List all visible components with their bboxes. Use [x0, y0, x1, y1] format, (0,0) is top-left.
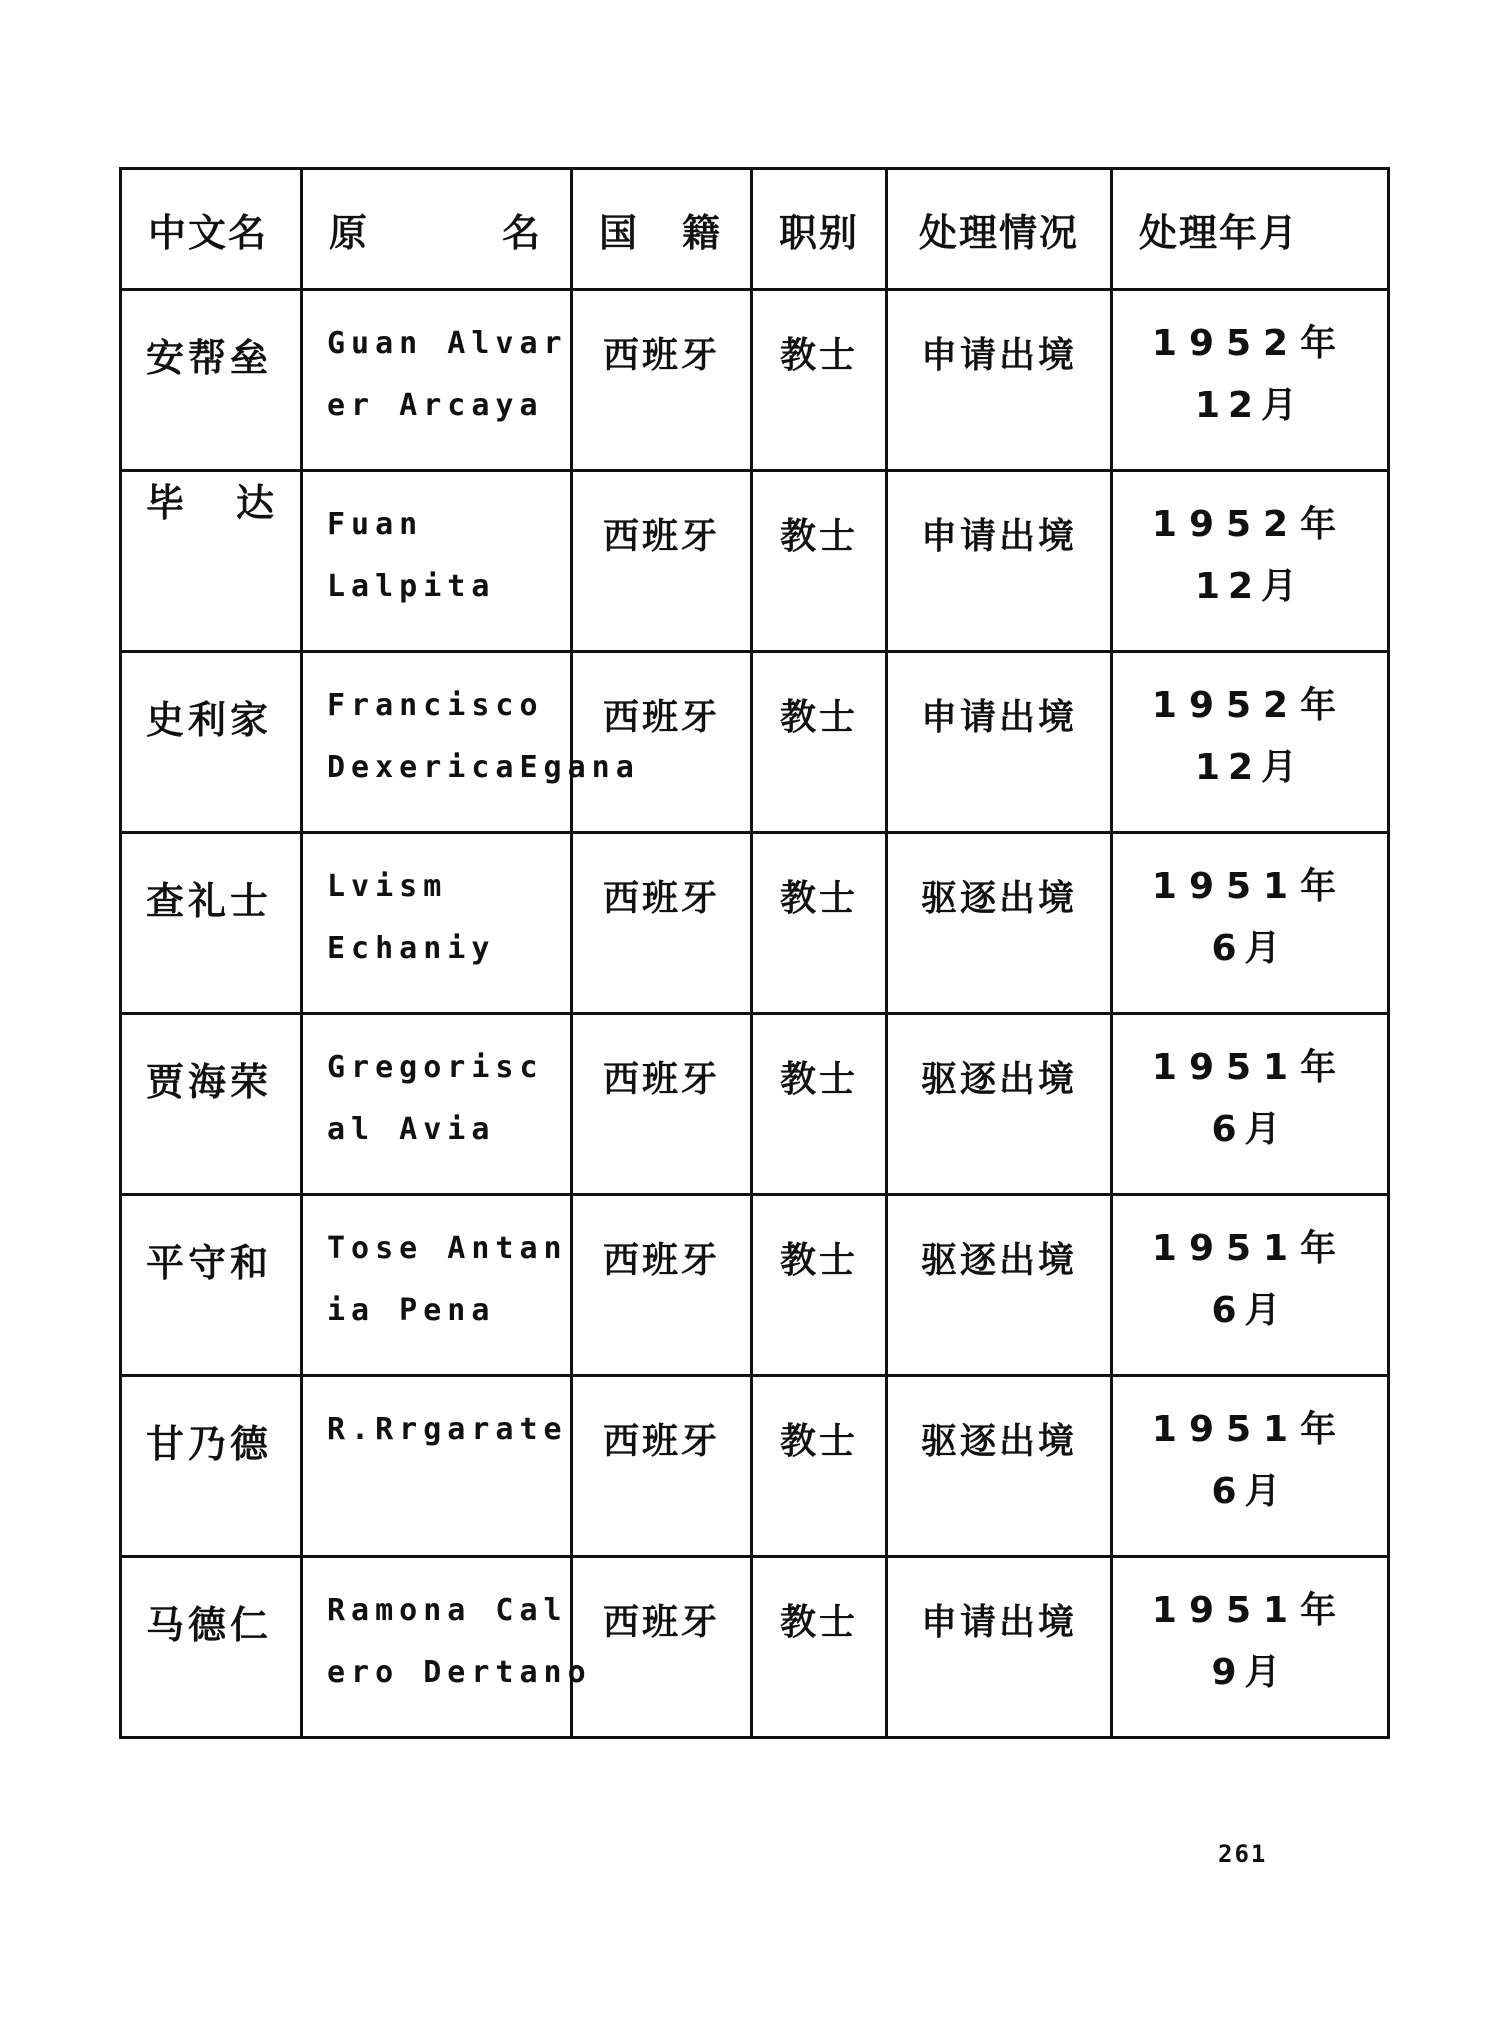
header-nationality: [572, 169, 752, 290]
orig-name-line2: Echaniy: [327, 931, 496, 966]
date-month: 12月: [1194, 385, 1306, 426]
orig-name-line2: er Arcaya: [327, 388, 544, 423]
date-year: 1951年: [1151, 1047, 1349, 1088]
cn-name: 贾海荣: [146, 1060, 273, 1104]
date-year: 1951年: [1151, 866, 1349, 907]
table-row: [121, 652, 1389, 833]
orig-name-cell: [302, 833, 572, 1014]
table-row: [121, 1557, 1389, 1738]
table-row: [121, 1195, 1389, 1376]
position: 教士: [779, 1059, 858, 1100]
orig-name-cell: [302, 290, 572, 471]
handling-cell: [887, 1376, 1112, 1557]
table-header-row: [121, 169, 1389, 290]
nationality-cell: [572, 1195, 752, 1376]
date-month: 6月: [1211, 928, 1289, 969]
header-nationality-left: 国: [599, 210, 640, 255]
date-month: 6月: [1211, 1290, 1289, 1331]
handling-cell: [887, 290, 1112, 471]
orig-name-cell: [302, 1195, 572, 1376]
nationality-cell: [572, 1014, 752, 1195]
orig-name-line2: ero Dertano: [327, 1655, 592, 1690]
date-cell: [1112, 290, 1389, 471]
orig-name-line1: Gregorisc: [327, 1050, 544, 1085]
date-cell: [1112, 833, 1389, 1014]
position: 教士: [779, 1602, 858, 1643]
nationality-cell: [572, 1557, 752, 1738]
nationality: 西班牙: [602, 516, 720, 557]
handling: 驱逐出境: [920, 878, 1077, 919]
handling-cell: [887, 652, 1112, 833]
position: 教士: [779, 516, 858, 557]
header-nationality-right: 籍: [681, 210, 722, 255]
orig-name-line1: Guan Alvar: [327, 326, 568, 361]
table-row: [121, 1014, 1389, 1195]
header-position-label: 职别: [778, 210, 859, 255]
orig-name-line2: DexericaEgana: [327, 750, 640, 785]
nationality-cell: [572, 652, 752, 833]
cn-name: 马德仁: [146, 1603, 273, 1647]
position-cell: [752, 1557, 887, 1738]
position-cell: [752, 1014, 887, 1195]
handling: 申请出境: [920, 1602, 1077, 1643]
orig-name-cell: [302, 1557, 592, 1738]
date-month: 12月: [1194, 747, 1306, 788]
date-year: 1951年: [1151, 1228, 1349, 1269]
nationality-cell: [572, 471, 752, 652]
position-cell: [752, 652, 887, 833]
table-row: [121, 290, 1389, 471]
orig-name-line2: Lalpita: [327, 569, 496, 604]
cn-name-cell: [121, 652, 302, 833]
nationality-cell: [572, 833, 752, 1014]
handling-cell: [887, 1195, 1112, 1376]
date-year: 1952年: [1151, 685, 1349, 726]
orig-name-line1: R.Rrgarate: [327, 1412, 568, 1447]
nationality: 西班牙: [602, 335, 720, 376]
position: 教士: [779, 1421, 858, 1462]
position: 教士: [779, 878, 858, 919]
nationality: 西班牙: [602, 1059, 720, 1100]
orig-name-line2: al Avia: [327, 1112, 496, 1147]
orig-name-cell: [302, 1014, 572, 1195]
table-row: [121, 471, 1389, 652]
cn-name-cell: [121, 290, 302, 471]
position-cell: [752, 290, 887, 471]
handling-cell: [887, 1014, 1112, 1195]
orig-name-line1: Lvism: [327, 869, 448, 904]
table-row: [121, 1376, 1389, 1557]
table-row: [121, 833, 1389, 1014]
position: 教士: [779, 335, 858, 376]
date-year: 1952年: [1151, 504, 1349, 545]
date-month: 9月: [1211, 1652, 1289, 1693]
cn-name: 甘乃德: [146, 1422, 273, 1466]
nationality: 西班牙: [602, 1602, 720, 1643]
date-month: 6月: [1211, 1471, 1289, 1512]
date-cell: [1112, 1014, 1389, 1195]
header-date: [1112, 169, 1389, 290]
nationality: 西班牙: [602, 1240, 720, 1281]
cn-name-cell: [121, 1014, 302, 1195]
date-year: 1951年: [1151, 1409, 1349, 1450]
orig-name-cell: [302, 1376, 572, 1557]
position-cell: [752, 1195, 887, 1376]
cn-name: 查礼士: [146, 879, 273, 923]
cn-name-cell: [121, 1376, 302, 1557]
cn-name: 平守和: [146, 1241, 273, 1285]
date-cell: [1112, 1557, 1389, 1738]
header-cn-name-label: 中文名: [148, 210, 269, 255]
handling: 驱逐出境: [920, 1240, 1077, 1281]
date-cell: [1112, 1195, 1389, 1376]
nationality: 西班牙: [602, 697, 720, 738]
header-handling: [887, 169, 1112, 290]
header-orig-name-right: 名: [501, 210, 542, 255]
orig-name-line1: Fuan: [327, 507, 424, 542]
date-cell: [1112, 471, 1389, 652]
date-cell: [1112, 652, 1389, 833]
header-handling-label: 处理情况: [918, 210, 1079, 255]
handling: 申请出境: [920, 697, 1077, 738]
nationality-cell: [572, 1376, 752, 1557]
cn-name-left: 毕: [146, 481, 189, 525]
nationality: 西班牙: [602, 878, 720, 919]
orig-name-line1: Francisco: [327, 688, 544, 723]
date-month: 6月: [1211, 1109, 1289, 1150]
orig-name-line1: Ramona Cal: [327, 1593, 568, 1628]
date-year: 1951年: [1151, 1590, 1349, 1631]
position: 教士: [779, 1240, 858, 1281]
position-cell: [752, 833, 887, 1014]
cn-name-cell: [121, 833, 302, 1014]
nationality-cell: [572, 290, 752, 471]
date-cell: [1112, 1376, 1389, 1557]
nationality: 西班牙: [602, 1421, 720, 1462]
missionary-records-table: [119, 167, 1390, 1739]
handling: 驱逐出境: [920, 1421, 1077, 1462]
page-number: 261: [1218, 1840, 1268, 1868]
date-month: 12月: [1194, 566, 1306, 607]
header-position: [752, 169, 887, 290]
handling-cell: [887, 471, 1112, 652]
position: 教士: [779, 697, 858, 738]
cn-name: 史利家: [146, 698, 273, 742]
orig-name-line2: ia Pena: [327, 1293, 496, 1328]
position-cell: [752, 1376, 887, 1557]
orig-name-cell: [302, 652, 640, 833]
orig-name-line1: Tose Antan: [327, 1231, 568, 1266]
handling: 驱逐出境: [920, 1059, 1077, 1100]
cn-name-cell: [121, 471, 302, 652]
orig-name-cell: [302, 471, 572, 652]
header-orig-name-left: 原: [329, 210, 370, 255]
handling-cell: [887, 833, 1112, 1014]
date-year: 1952年: [1151, 323, 1349, 364]
position-cell: [752, 471, 887, 652]
handling-cell: [887, 1557, 1112, 1738]
cn-name: 安帮垒: [146, 336, 273, 380]
handling: 申请出境: [920, 516, 1077, 557]
cn-name-cell: [121, 1557, 302, 1738]
header-orig-name: [302, 169, 572, 290]
header-cn-name: [121, 169, 302, 290]
cn-name-cell: [121, 1195, 302, 1376]
header-date-label: 处理年月: [1139, 210, 1300, 255]
cn-name-right: 达: [235, 481, 278, 525]
handling: 申请出境: [920, 335, 1077, 376]
